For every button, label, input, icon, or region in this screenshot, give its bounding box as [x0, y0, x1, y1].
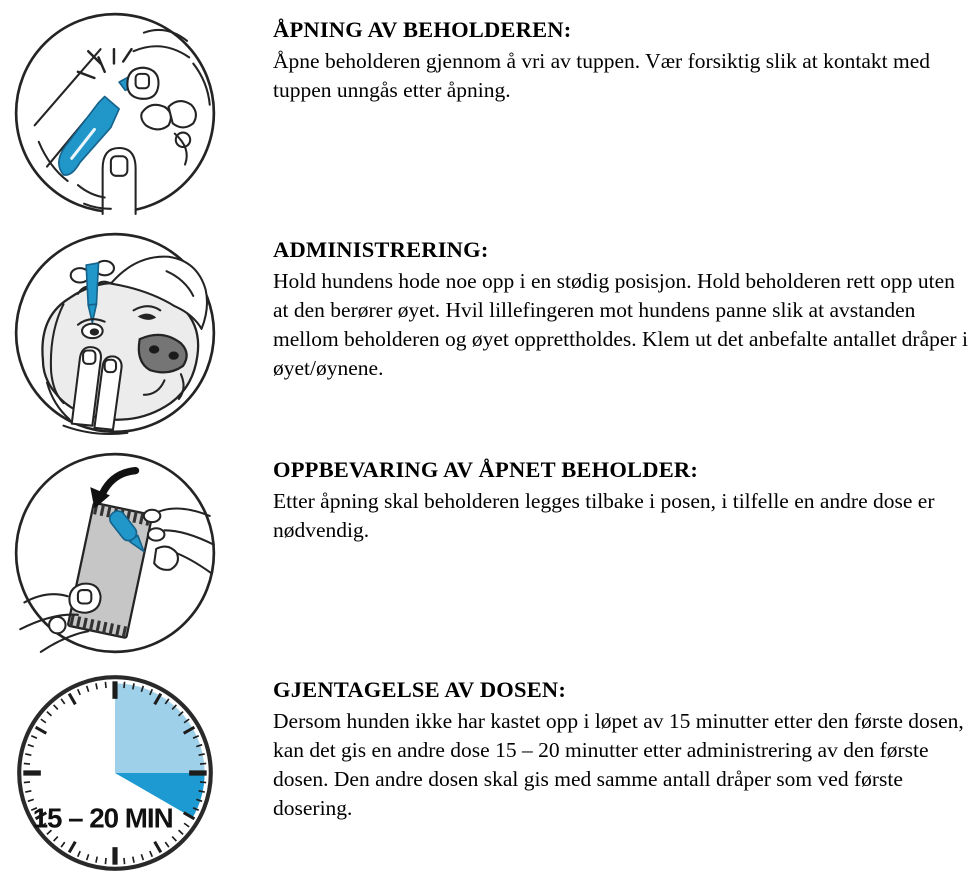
clock-label: 15 – 20 MIN	[32, 802, 173, 834]
section-administration	[12, 230, 974, 436]
section-repeat-dose	[12, 670, 974, 876]
dog-eye-drop-illustration	[12, 230, 218, 436]
section-body: Etter åpning skal beholderen legges tilbake i posen, i tilfelle en andre dose er nødvendig.	[273, 489, 935, 542]
section-heading: GJENTAGELSE AV DOSEN:	[273, 677, 567, 702]
return-to-pouch-illustration	[12, 450, 218, 656]
section-body: Dersom hunden ikke har kastet opp i løpet av 15 minutter etter den første dosen, kan det gis en andre dose 15 – 20 minutter etter administrering av den første dosen. Den andre dosen skal gis med samme antall dråper som ved første dosering.	[273, 709, 964, 820]
figure-opening	[12, 10, 218, 216]
section-body: Hold hundens hode noe opp i en stødig posisjon. Hold beholderen rett opp uten at den berører øyet. Hvil lillefingeren mot hundens panne slik at avstanden mellom beholderen og øyet opprettholdes. Klem ut det anbefalte antallet dråper i øyet/øynene.	[273, 269, 968, 380]
clock-15-20-min-illustration	[12, 670, 218, 876]
section-heading: ÅPNING AV BEHOLDEREN:	[273, 17, 572, 42]
figure-storage	[12, 450, 218, 656]
section-body: Åpne beholderen gjennom å vri av tuppen. Vær forsiktig slik at kontakt med tuppen unngås etter åpning.	[273, 49, 931, 102]
section-heading: ADMINISTRERING:	[273, 237, 489, 262]
twist-open-container-illustration	[12, 10, 218, 216]
figure-repeat-dose	[12, 670, 218, 876]
section-heading: OPPBEVARING AV ÅPNET BEHOLDER:	[273, 457, 699, 482]
section-storage	[12, 450, 974, 656]
section-opening	[12, 10, 974, 216]
figure-administration	[12, 230, 218, 436]
